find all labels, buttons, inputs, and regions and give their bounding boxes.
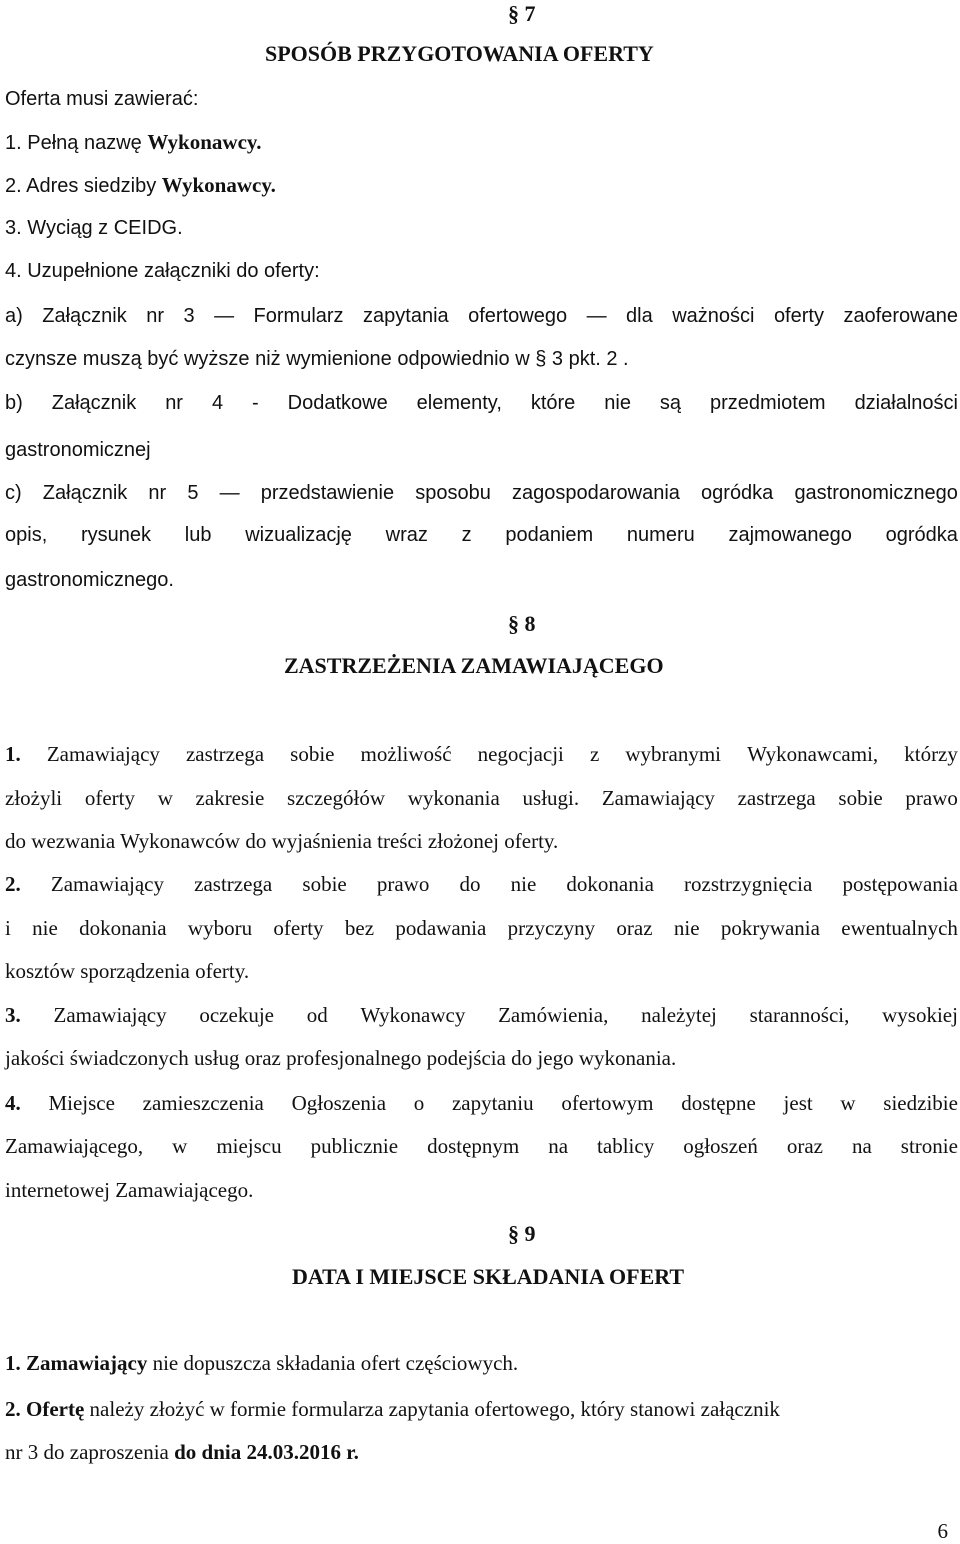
- word: Zamawiający: [601, 786, 715, 810]
- reservation-1-line-3: do wezwania Wykonawców do wyjaśnienia treści złożonej oferty.: [5, 829, 559, 853]
- word: rozstrzygnięcia: [684, 872, 813, 896]
- word: Zamówienia,: [498, 1003, 609, 1027]
- word: dokonania: [566, 872, 654, 896]
- reservation-1-line-1: 1. Zamawiający zastrzega sobie możliwość negocjacji z wybranymi Wykonawcami, którzy: [5, 742, 958, 766]
- word: negocjacji: [477, 742, 564, 766]
- reservation-3-line-2: jakości świadczonych usług oraz profesjonalnego podejścia do jego wykonania.: [5, 1046, 677, 1070]
- word: złożyli: [5, 786, 63, 810]
- word: dla: [626, 305, 653, 327]
- word: dostępnym: [427, 1134, 520, 1158]
- list-item-2: 2. Adres siedziby Wykonawcy.: [5, 173, 276, 197]
- word: nie: [604, 392, 631, 414]
- section-9-title: DATA I MIEJSCE SKŁADANIA OFERT: [292, 1264, 685, 1289]
- word: ogłoszeń: [683, 1134, 758, 1158]
- reservation-4-line-1: 4. Miejsce zamieszczenia Ogłoszenia o zapytaniu ofertowym dostępne jest w siedzibie: [5, 1091, 958, 1115]
- word: zajmowanego: [728, 524, 852, 546]
- word: w: [840, 1091, 856, 1115]
- word: wyboru: [187, 916, 253, 940]
- reservation-4-line-3: internetowej Zamawiającego.: [5, 1178, 254, 1202]
- attachment-a-line-1: [5, 303, 958, 329]
- word: o: [413, 1091, 425, 1115]
- word: b): [5, 392, 23, 414]
- page-number: 6: [937, 1519, 948, 1543]
- word: oferty: [273, 916, 324, 940]
- word: tablicy: [597, 1134, 655, 1158]
- word: są: [659, 392, 682, 414]
- word: nr: [146, 305, 165, 327]
- word: zaoferowane: [843, 305, 958, 327]
- word: przyczyny: [507, 916, 596, 940]
- word: rysunek: [80, 524, 152, 546]
- word: postępowania: [842, 872, 958, 896]
- word: stronie: [900, 1134, 958, 1158]
- word: usługi.: [522, 786, 580, 810]
- word: Wykonawcami,: [747, 742, 879, 766]
- word: prawo: [376, 872, 430, 896]
- submission-2-line-1: 2. Ofertę należy złożyć w formie formularza zapytania ofertowego, który stanowi załącznik: [5, 1397, 780, 1421]
- word: ogródka: [701, 482, 774, 504]
- word: Miejsce: [48, 1091, 115, 1115]
- word: 5: [187, 482, 199, 504]
- word: należytej: [641, 1003, 717, 1027]
- list-item-1: 1. Pełną nazwę Wykonawcy.: [5, 130, 262, 154]
- attachment-c-line-1: [5, 480, 958, 506]
- list-item-4: 4. Uzupełnione załączniki do oferty:: [5, 260, 320, 282]
- word: Formularz: [253, 305, 344, 327]
- word: Załącznik: [42, 482, 128, 504]
- word: Zamawiający: [46, 742, 160, 766]
- word: które: [530, 392, 576, 414]
- submission-1: 1. Zamawiający nie dopuszcza składania ofert częściowych.: [5, 1351, 519, 1375]
- reservation-1-line-2: [5, 785, 958, 811]
- intro-text: Oferta musi zawierać:: [5, 88, 199, 110]
- attachment-b-line-1: [5, 390, 958, 416]
- word: bez: [344, 916, 375, 940]
- word: —: [586, 305, 607, 327]
- word: sposobu: [415, 482, 491, 504]
- word: zastrzega: [185, 742, 265, 766]
- word: przedmiotem: [710, 392, 826, 414]
- word: 3: [183, 305, 195, 327]
- attachment-c-line-3: gastronomicznego.: [5, 569, 174, 591]
- word: ogródka: [885, 524, 958, 546]
- word: sobie: [838, 786, 883, 810]
- word: wysokiej: [882, 1003, 958, 1027]
- word: sobie: [290, 742, 335, 766]
- section-8-number: § 8: [508, 611, 536, 636]
- word: Zamawiający: [53, 1003, 167, 1027]
- word: przedstawienie: [260, 482, 395, 504]
- word: 4: [211, 392, 224, 414]
- submission-2-line-2: nr 3 do zaproszenia do dnia 24.03.2016 r.: [5, 1440, 359, 1464]
- reservation-2-line-1: 2. Zamawiający zastrzega sobie prawo do nie dokonania rozstrzygnięcia postępowania: [5, 872, 958, 896]
- word: z: [589, 742, 600, 766]
- word: oferty: [84, 786, 135, 810]
- word: nie: [673, 916, 700, 940]
- word: w: [157, 786, 173, 810]
- word: ofertowym: [561, 1091, 654, 1115]
- word: zakresie: [195, 786, 265, 810]
- word: gastronomicznego: [794, 482, 958, 504]
- word: wizualizację: [245, 524, 352, 546]
- word: szczegółów: [287, 786, 385, 810]
- word: w: [172, 1134, 188, 1158]
- word: działalności: [854, 392, 958, 414]
- word: ofertowego: [468, 305, 568, 327]
- word: siedzibie: [883, 1091, 958, 1115]
- word: opis,: [5, 524, 48, 546]
- word: Załącznik: [51, 392, 137, 414]
- word: nie: [510, 872, 537, 896]
- word: numeru: [626, 524, 695, 546]
- word: zapytania: [363, 305, 449, 327]
- word: nie: [32, 916, 58, 940]
- word: podawania: [395, 916, 487, 940]
- word: możliwość: [360, 742, 452, 766]
- reservation-2-line-3: kosztów sporządzenia oferty.: [5, 959, 250, 983]
- word: prawo: [905, 786, 958, 810]
- word: Dodatkowe: [287, 392, 388, 414]
- word: podaniem: [505, 524, 594, 546]
- word: oferty: [773, 305, 824, 327]
- word: nr: [148, 482, 167, 504]
- section-7-number: § 7: [508, 1, 536, 26]
- word: oraz: [786, 1134, 823, 1158]
- word: sobie: [302, 872, 347, 896]
- word: do: [459, 872, 481, 896]
- word: a): [5, 305, 23, 327]
- word: ważności: [672, 305, 755, 327]
- section-8-title: ZASTRZEŻENIA ZAMAWIAJĄCEGO: [284, 653, 664, 678]
- word: oraz: [616, 916, 653, 940]
- attachment-a-line-2: czynsze muszą być wyższe niż wymienione odpowiednio w § 3 pkt. 2 .: [5, 348, 629, 370]
- word: zapytaniu: [451, 1091, 534, 1115]
- section-7-title: SPOSÓB PRZYGOTOWANIA OFERTY: [265, 41, 654, 66]
- word: ewentualnych: [841, 916, 958, 940]
- reservation-3-line-1: 3. Zamawiający oczekuje od Wykonawcy Zamówienia, należytej staranności, wysokiej: [5, 1003, 958, 1027]
- word: dostępne: [681, 1091, 756, 1115]
- word: oczekuje: [199, 1003, 274, 1027]
- reservation-4-line-2: [5, 1133, 958, 1159]
- word: miejscu: [216, 1134, 282, 1158]
- word: wybranymi: [625, 742, 721, 766]
- word: dokonania: [79, 916, 167, 940]
- word: Zamawiającego,: [5, 1134, 144, 1158]
- word: od: [306, 1003, 328, 1027]
- word: c): [5, 482, 22, 504]
- word: Zamawiający: [50, 872, 164, 896]
- word: wykonania: [407, 786, 500, 810]
- word: zastrzega: [194, 872, 273, 896]
- word: —: [219, 482, 240, 504]
- word: i: [5, 916, 11, 940]
- word: -: [252, 392, 259, 414]
- word: wraz: [385, 524, 428, 546]
- word: lub: [184, 524, 212, 546]
- word: którzy: [904, 742, 958, 766]
- word: elementy,: [416, 392, 502, 414]
- word: na: [851, 1134, 872, 1158]
- word: zamieszczenia: [142, 1091, 264, 1115]
- word: jest: [783, 1091, 813, 1115]
- word: zagospodarowania: [512, 482, 680, 504]
- section-9-number: § 9: [508, 1221, 536, 1246]
- attachment-c-line-2: [5, 522, 958, 548]
- word: Wykonawcy: [360, 1003, 466, 1027]
- word: zastrzega: [737, 786, 816, 810]
- word: pokrywania: [720, 916, 820, 940]
- word: z: [461, 524, 472, 546]
- word: Ogłoszenia: [291, 1091, 387, 1115]
- word: —: [214, 305, 235, 327]
- word: nr: [165, 392, 183, 414]
- attachment-b-line-2: gastronomicznej: [5, 439, 151, 461]
- reservation-2-line-2: [5, 915, 958, 941]
- word: Załącznik: [42, 305, 127, 327]
- list-item-3: 3. Wyciąg z CEIDG.: [5, 217, 183, 239]
- word: staranności,: [749, 1003, 850, 1027]
- word: publicznie: [310, 1134, 399, 1158]
- word: na: [548, 1134, 569, 1158]
